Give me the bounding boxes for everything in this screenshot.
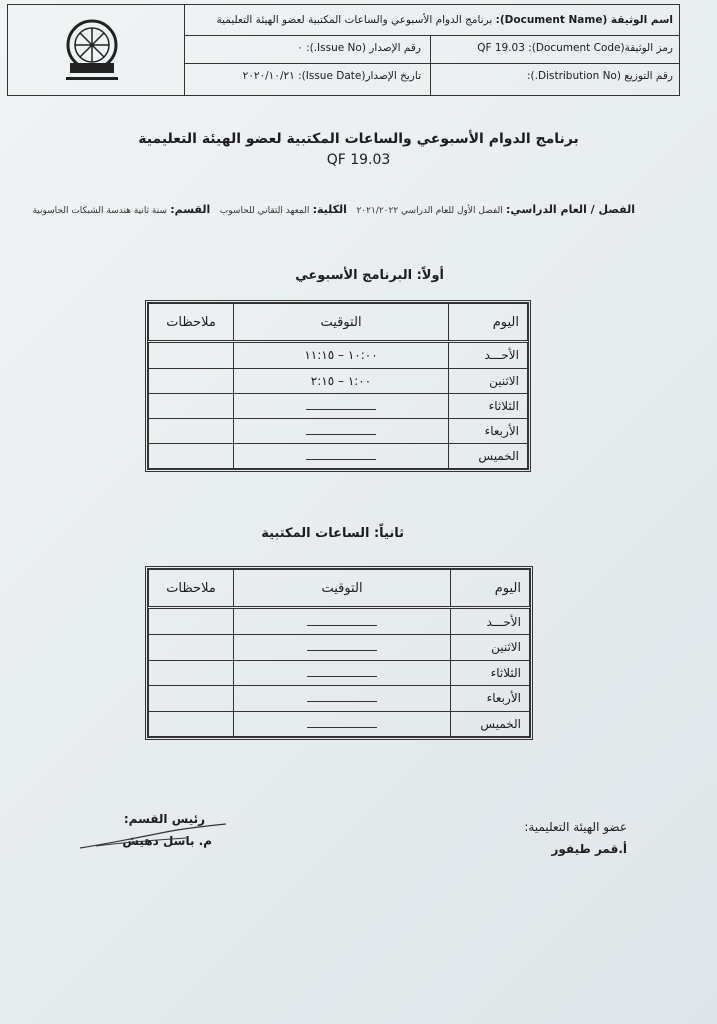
document-code: QF 19.03 (326, 152, 391, 168)
issue-no-row (297, 42, 421, 54)
day-cell: الخميس (451, 711, 530, 736)
time-cell (234, 660, 451, 685)
head-name: م. باسل دهيش (122, 834, 212, 848)
notes-cell (149, 608, 234, 635)
university-logo-icon (52, 11, 132, 91)
table-row (149, 418, 528, 443)
document-header-table (7, 4, 680, 96)
faculty-name: أ.قمر طيفور (551, 842, 627, 856)
col-header-time: التوقيت (234, 304, 449, 342)
doc-code-label: رمز الوثيقة(Document Code): (528, 42, 673, 54)
doc-code-row (477, 42, 673, 54)
head-signature-label: رئيس القسم: (123, 812, 205, 826)
table-header-row (149, 304, 528, 342)
table-row (149, 393, 528, 418)
blank-line (306, 401, 376, 410)
blank-line (306, 451, 376, 460)
day-cell: الأحـــد (451, 608, 530, 635)
blank-line (307, 668, 377, 677)
semester-value: الفصل الأول للعام الدراسي ٢٠٢١/٢٠٢٢ (356, 206, 503, 216)
college-label: الكلية: (312, 203, 347, 216)
office-hours-table (145, 566, 533, 740)
time-cell (234, 393, 449, 418)
weekly-schedule-title: أولاً: البرنامج الأسبوعي (295, 268, 444, 283)
notes-cell (149, 443, 234, 468)
header-divider (184, 35, 679, 36)
blank-line (307, 693, 377, 702)
table-row (149, 635, 530, 660)
header-divider (184, 63, 679, 64)
table-row (149, 443, 528, 468)
time-cell: ١٠:٠٠ – ١١:١٥ (234, 342, 449, 369)
notes-cell (149, 660, 234, 685)
time-cell (234, 635, 451, 660)
time-cell (234, 418, 449, 443)
blank-line (307, 617, 377, 626)
table-row (149, 711, 530, 736)
college-value: المعهد التقاني للحاسوب (219, 206, 310, 216)
day-cell: الأربعاء (451, 686, 530, 711)
department-value: سنة ثانية هندسة الشبكات الحاسوبية (32, 206, 168, 216)
department-label: القسم: (170, 203, 211, 216)
table-row (149, 686, 530, 711)
weekly-schedule-table (145, 300, 531, 472)
blank-line (307, 719, 377, 728)
doc-name-label: اسم الوثيقة (Document Name): (495, 14, 673, 26)
blank-line (307, 642, 377, 651)
notes-cell (149, 418, 234, 443)
col-header-notes: ملاحظات (149, 570, 234, 608)
office-hours-title: ثانياً: الساعات المكتبية (261, 526, 404, 541)
col-header-notes: ملاحظات (149, 304, 234, 342)
table-header-row (149, 570, 530, 608)
issue-date-value: ٢٠٢٠/١٠/٢١ (242, 70, 295, 82)
day-cell: الثلاثاء (451, 660, 530, 685)
issue-no-label: رقم الإصدار (Issue No.): (306, 42, 421, 54)
semester-label: الفصل / العام الدراسي: (506, 203, 635, 216)
time-cell (234, 608, 451, 635)
notes-cell (149, 342, 234, 369)
table-row (149, 660, 530, 685)
col-header-day: اليوم (449, 304, 528, 342)
issue-no-value: ٠ (297, 42, 303, 54)
handwritten-signature-icon (76, 818, 236, 854)
day-cell: الاثنين (451, 635, 530, 660)
notes-cell (149, 368, 234, 393)
course-meta-line (32, 203, 635, 216)
blank-line (306, 426, 376, 435)
table-row (149, 368, 528, 393)
issue-date-row (243, 70, 421, 82)
logo-cell (8, 5, 185, 95)
day-cell: الاثنين (449, 368, 528, 393)
doc-name-value: برنامج الدوام الأسبوعي والساعات المكتبية لعضو الهيئة التعليمية (216, 14, 493, 26)
table-row (149, 342, 528, 369)
day-cell: الأربعاء (449, 418, 528, 443)
page-title: برنامج الدوام الأسبوعي والساعات المكتبية لعضو الهيئة التعليمية (138, 131, 579, 147)
col-header-time: التوقيت (234, 570, 451, 608)
day-cell: الخميس (449, 443, 528, 468)
issue-date-label: تاريخ الإصدار(Issue Date): (298, 70, 421, 82)
faculty-signature-label: عضو الهيئة التعليمية: (524, 820, 627, 834)
notes-cell (149, 686, 234, 711)
notes-cell (149, 635, 234, 660)
notes-cell (149, 393, 234, 418)
table-row (149, 608, 530, 635)
distribution-label: رقم التوزيع (Distribution No.): (527, 70, 673, 82)
distribution-row (527, 70, 673, 82)
day-cell: الثلاثاء (449, 393, 528, 418)
col-header-day: اليوم (451, 570, 530, 608)
time-cell: ١:٠٠ – ٢:١٥ (234, 368, 449, 393)
notes-cell (149, 711, 234, 736)
day-cell: الأحـــد (449, 342, 528, 369)
doc-name-row (216, 14, 673, 26)
doc-code-value: QF 19.03 (477, 42, 525, 54)
time-cell (234, 686, 451, 711)
time-cell (234, 443, 449, 468)
time-cell (234, 711, 451, 736)
header-divider (430, 35, 431, 95)
